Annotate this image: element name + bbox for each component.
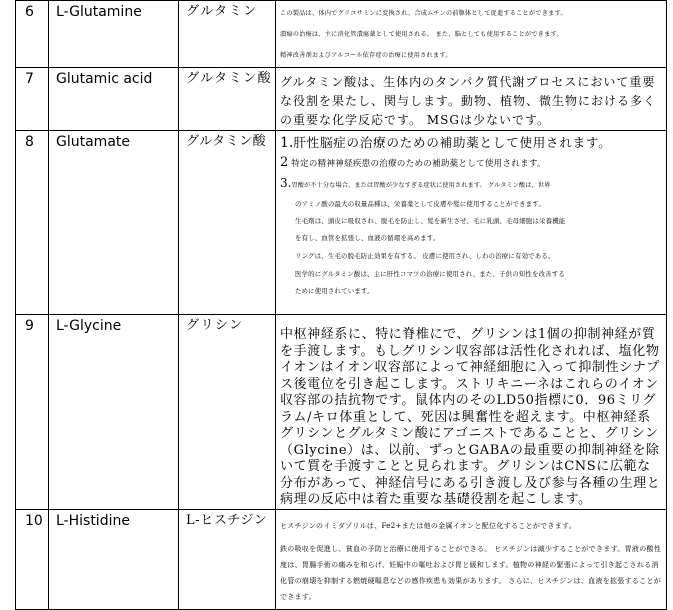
name-japanese: L-ヒスチジン [179,509,276,609]
amino-acid-table [15,0,667,610]
list-item-text: 特定の精神神経疾患の治療のための補助薬として使用されます。 [291,159,546,169]
table-row [16,509,667,609]
description [276,68,667,131]
row-number: 6 [16,1,49,68]
list-item [280,174,662,195]
list-item-number: 3. [280,176,292,190]
list-item-number: 1. [280,135,294,151]
name-japanese: グルタミン [179,1,276,68]
list-item-number: 2 [280,155,289,170]
document-page [15,0,666,601]
continuation-line: 生毛剤は、頭皮に吸収され、脱毛を防止し、髪を新生させ、毛に乳頭、毛母細胞は栄養機能 [295,217,566,225]
description-line: 精神改善剤およびアルコール依存症の治療に使用されます。 [280,52,452,59]
continuation-line: のアミノ酸の最大の収量品種は、栄養薬として皮膚や髪に使用することができます。 [295,200,545,208]
continuation-line: を有し、血管を拡張し、血液の循環を高めます。 [295,234,440,242]
description [276,1,667,68]
list-item [280,133,662,153]
table-row [16,131,667,315]
description-line: 潰瘍の治療は、主に消化管潰瘍薬として使用される。 また、脳としても使用することができます。 [280,31,563,38]
description-text: グルタミン酸は、生体内のタンパク質代謝プロセスにおいて重要な役割を果たし、関与します。動物、植物、微生物における多くの重要な化学反応です。 MSGは少ないです。 [280,75,657,127]
name-english: L-Histidine [49,509,179,609]
description-line: この製品は、体内でグリコサミンに変換され、合成ムチンの前駆体として促進することができます。 [280,10,567,17]
name-english: Glutamic acid [49,68,179,131]
list-item-text: 肝性脳症の治療のための補助薬として使用されます。 [293,135,612,150]
description-paragraph: 鉄の吸収を促進し、貧血の予防と治療に使用することができる。 ヒスチジンは減少することができます。胃液の酸性度は、胃腸手術の痛みを和らげ、妊娠中の嘔吐および胃と緩和します。植物の神経の緊張によって引き起こされる消化管の崩壊を抑制する燃焼硬嘔息などの感作疾患も効果があります。 さらに、ヒスチジンは、血液を拡張することができます。 [280,544,662,601]
name-japanese: グルタミン酸 [179,131,276,315]
list-item [280,153,662,174]
row-number: 10 [16,509,49,609]
list-item-text: 胃酸が不十分な場合、または胃酸が少なすぎる症状に使用されます。 グルタミン酸は、世界 [291,182,551,189]
list-item-continuation [280,195,662,300]
name-japanese: グルタミン酸 [179,68,276,131]
description [276,131,667,315]
continuation-line: 医学的にグルタミン酸は、主に肝性コマツの治療に使用され、また、子供の知性を改善する [295,270,565,278]
table-row [16,315,667,510]
name-english: L-Glutamine [49,1,179,68]
continuation-line: リングは、生毛の脱毛防止効果を有する。 皮膚に使用され、しわの治療に有効である。 [295,252,555,260]
description-paragraph: ヒスチジンのイミダゾリルは、Fe2+または他の金属イオンと配位化することができます。 [280,521,577,530]
description-text: 中枢神経系に、特に脊椎にで、グリシンは1個の抑制神経が質を手渡します。もしグリシン収容部は活性化されれば、塩化物イオンはイオン収容部によって神経細胞に入って抑制性シナプス後電位を引き起こします。ストリキニーネはこれらのイオン収容部の拮抗物です。鼠体内のそのLD50指標に0．96ミリグラム/キロ体重として、死因は興奮性を超えます。中枢神経系グリシンとグルタミン酸にアゴニストであることと、グリシン（Glycine）は、以前、ずっとGABAの最重要の抑制神経を除いて質を手渡すことと見られます。グリシンはCNSに広範な分布があって、神経信号にある引き渡し及び参与各種の生理と病理の反応中は着た重要な基礎役割を起こします。 [280,327,661,507]
row-number: 9 [16,315,49,510]
name-english: Glutamate [49,131,179,315]
continuation-line: ために使用されています。 [295,287,374,295]
description [276,315,667,510]
table-row [16,1,667,68]
name-english: L-Glycine [49,315,179,510]
row-number: 7 [16,68,49,131]
row-number: 8 [16,131,49,315]
description [276,509,667,609]
table-row [16,68,667,131]
name-japanese: グリシン [179,315,276,510]
